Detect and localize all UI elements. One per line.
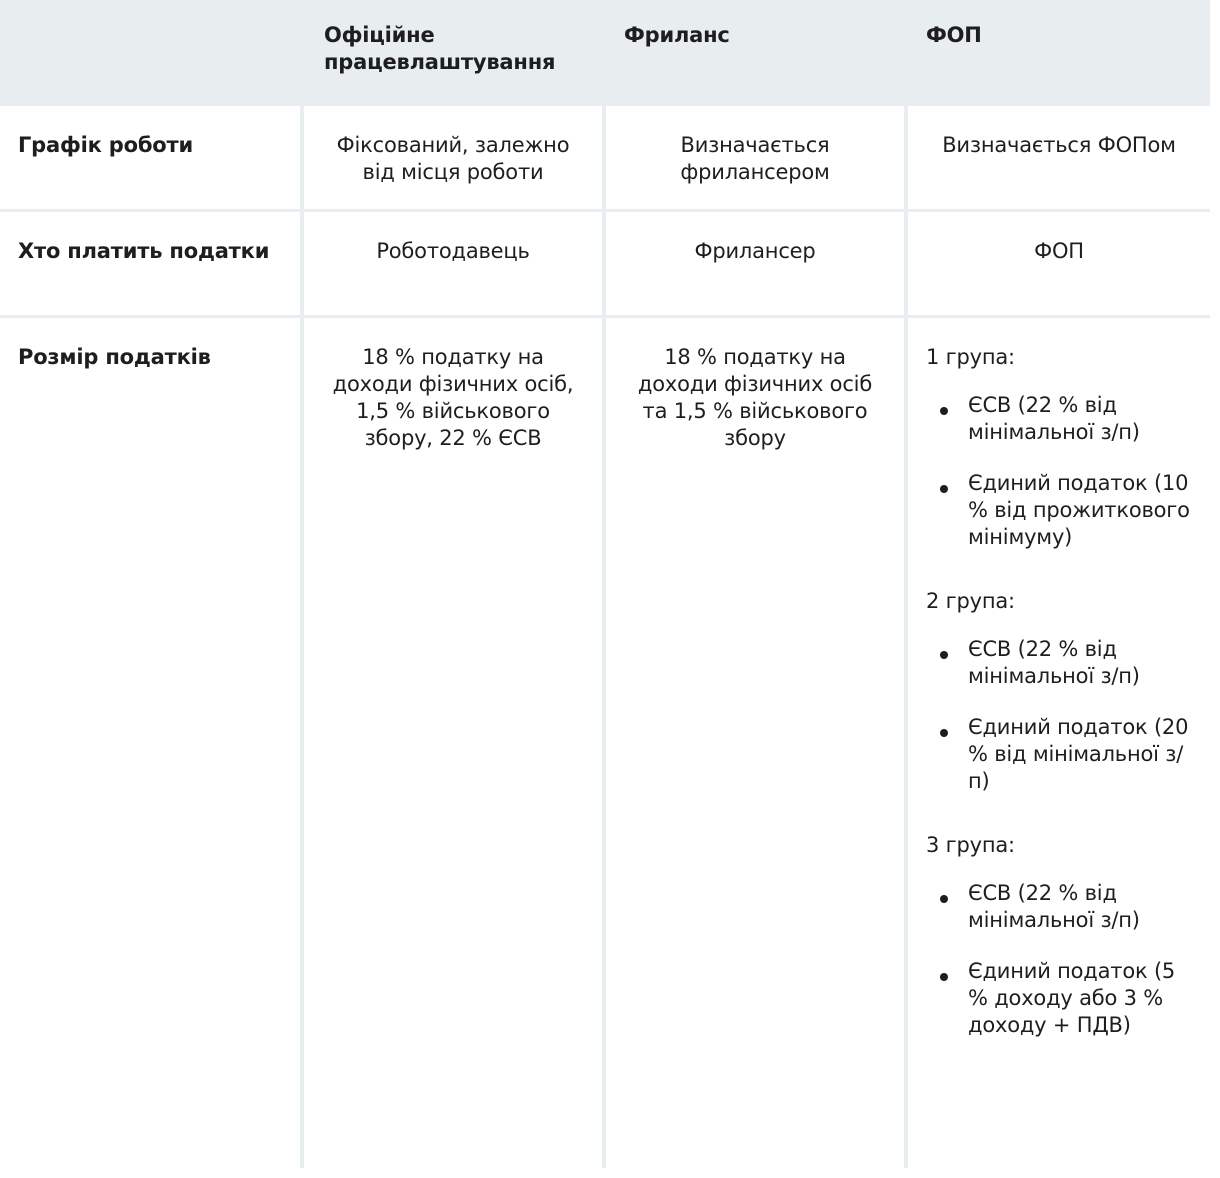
header-official-employment: Офіційне працевлаштування (300, 0, 602, 103)
bullet-icon (940, 407, 948, 415)
fop-group-title: 3 група: (926, 833, 1015, 857)
list-item (926, 714, 1194, 795)
cell-taxes-official: 18 % податку на доходи фізичних осіб, 1,5 % військового збору, 22 % ЄСВ (300, 315, 602, 1168)
bullet-icon (940, 973, 948, 981)
bullet-icon (940, 895, 948, 903)
list-item-text: ЄСВ (22 % від мінімальної з/п) (968, 393, 1140, 444)
cell-schedule-freelance: Визначається фрилансером (602, 103, 904, 209)
list-item-text: ЄСВ (22 % від мінімальної з/п) (968, 881, 1140, 932)
list-item (926, 958, 1194, 1039)
cell-taxes-freelance: 18 % податку на доходи фізичних осіб та 1,5 % військового збору (602, 315, 904, 1168)
row-label-who-pays-taxes: Хто платить податки (0, 209, 300, 315)
list-item-text: ЄСВ (22 % від мінімальної з/п) (968, 637, 1140, 688)
cell-schedule-fop: Визначається ФОПом (904, 103, 1210, 209)
row-label-work-schedule: Графік роботи (0, 103, 300, 209)
bullet-icon (940, 729, 948, 737)
fop-group-list (926, 636, 1194, 795)
fop-group-3 (926, 832, 1194, 1039)
fop-group-title: 2 група: (926, 589, 1015, 613)
cell-payer-official: Роботодавець (300, 209, 602, 315)
list-item (926, 470, 1194, 551)
row-label-tax-amount: Розмір податків (0, 315, 300, 1168)
header-freelance: Фриланс (602, 0, 904, 103)
fop-group-1 (926, 344, 1194, 551)
list-item-text: Єдиний податок (10 % від прожиткового мінімуму) (968, 471, 1190, 549)
cell-taxes-fop (904, 315, 1210, 1168)
bottom-edge (0, 1168, 1220, 1178)
fop-group-list (926, 880, 1194, 1039)
fop-group-2 (926, 588, 1194, 795)
header-fop: ФОП (904, 0, 1210, 103)
list-item (926, 636, 1194, 690)
fop-group-title: 1 група: (926, 345, 1015, 369)
list-item-text: Єдиний податок (20 % від мінімальної з/п) (968, 715, 1189, 793)
cell-schedule-official: Фіксований, залежно від місця роботи (300, 103, 602, 209)
cell-payer-fop: ФОП (904, 209, 1210, 315)
list-item (926, 880, 1194, 934)
bullet-icon (940, 651, 948, 659)
list-item-text: Єдиний податок (5 % доходу або 3 % доходу + ПДВ) (968, 959, 1176, 1037)
cell-payer-freelance: Фрилансер (602, 209, 904, 315)
fop-group-list (926, 392, 1194, 551)
header-empty-cell (0, 0, 300, 103)
list-item (926, 392, 1194, 446)
bullet-icon (940, 485, 948, 493)
